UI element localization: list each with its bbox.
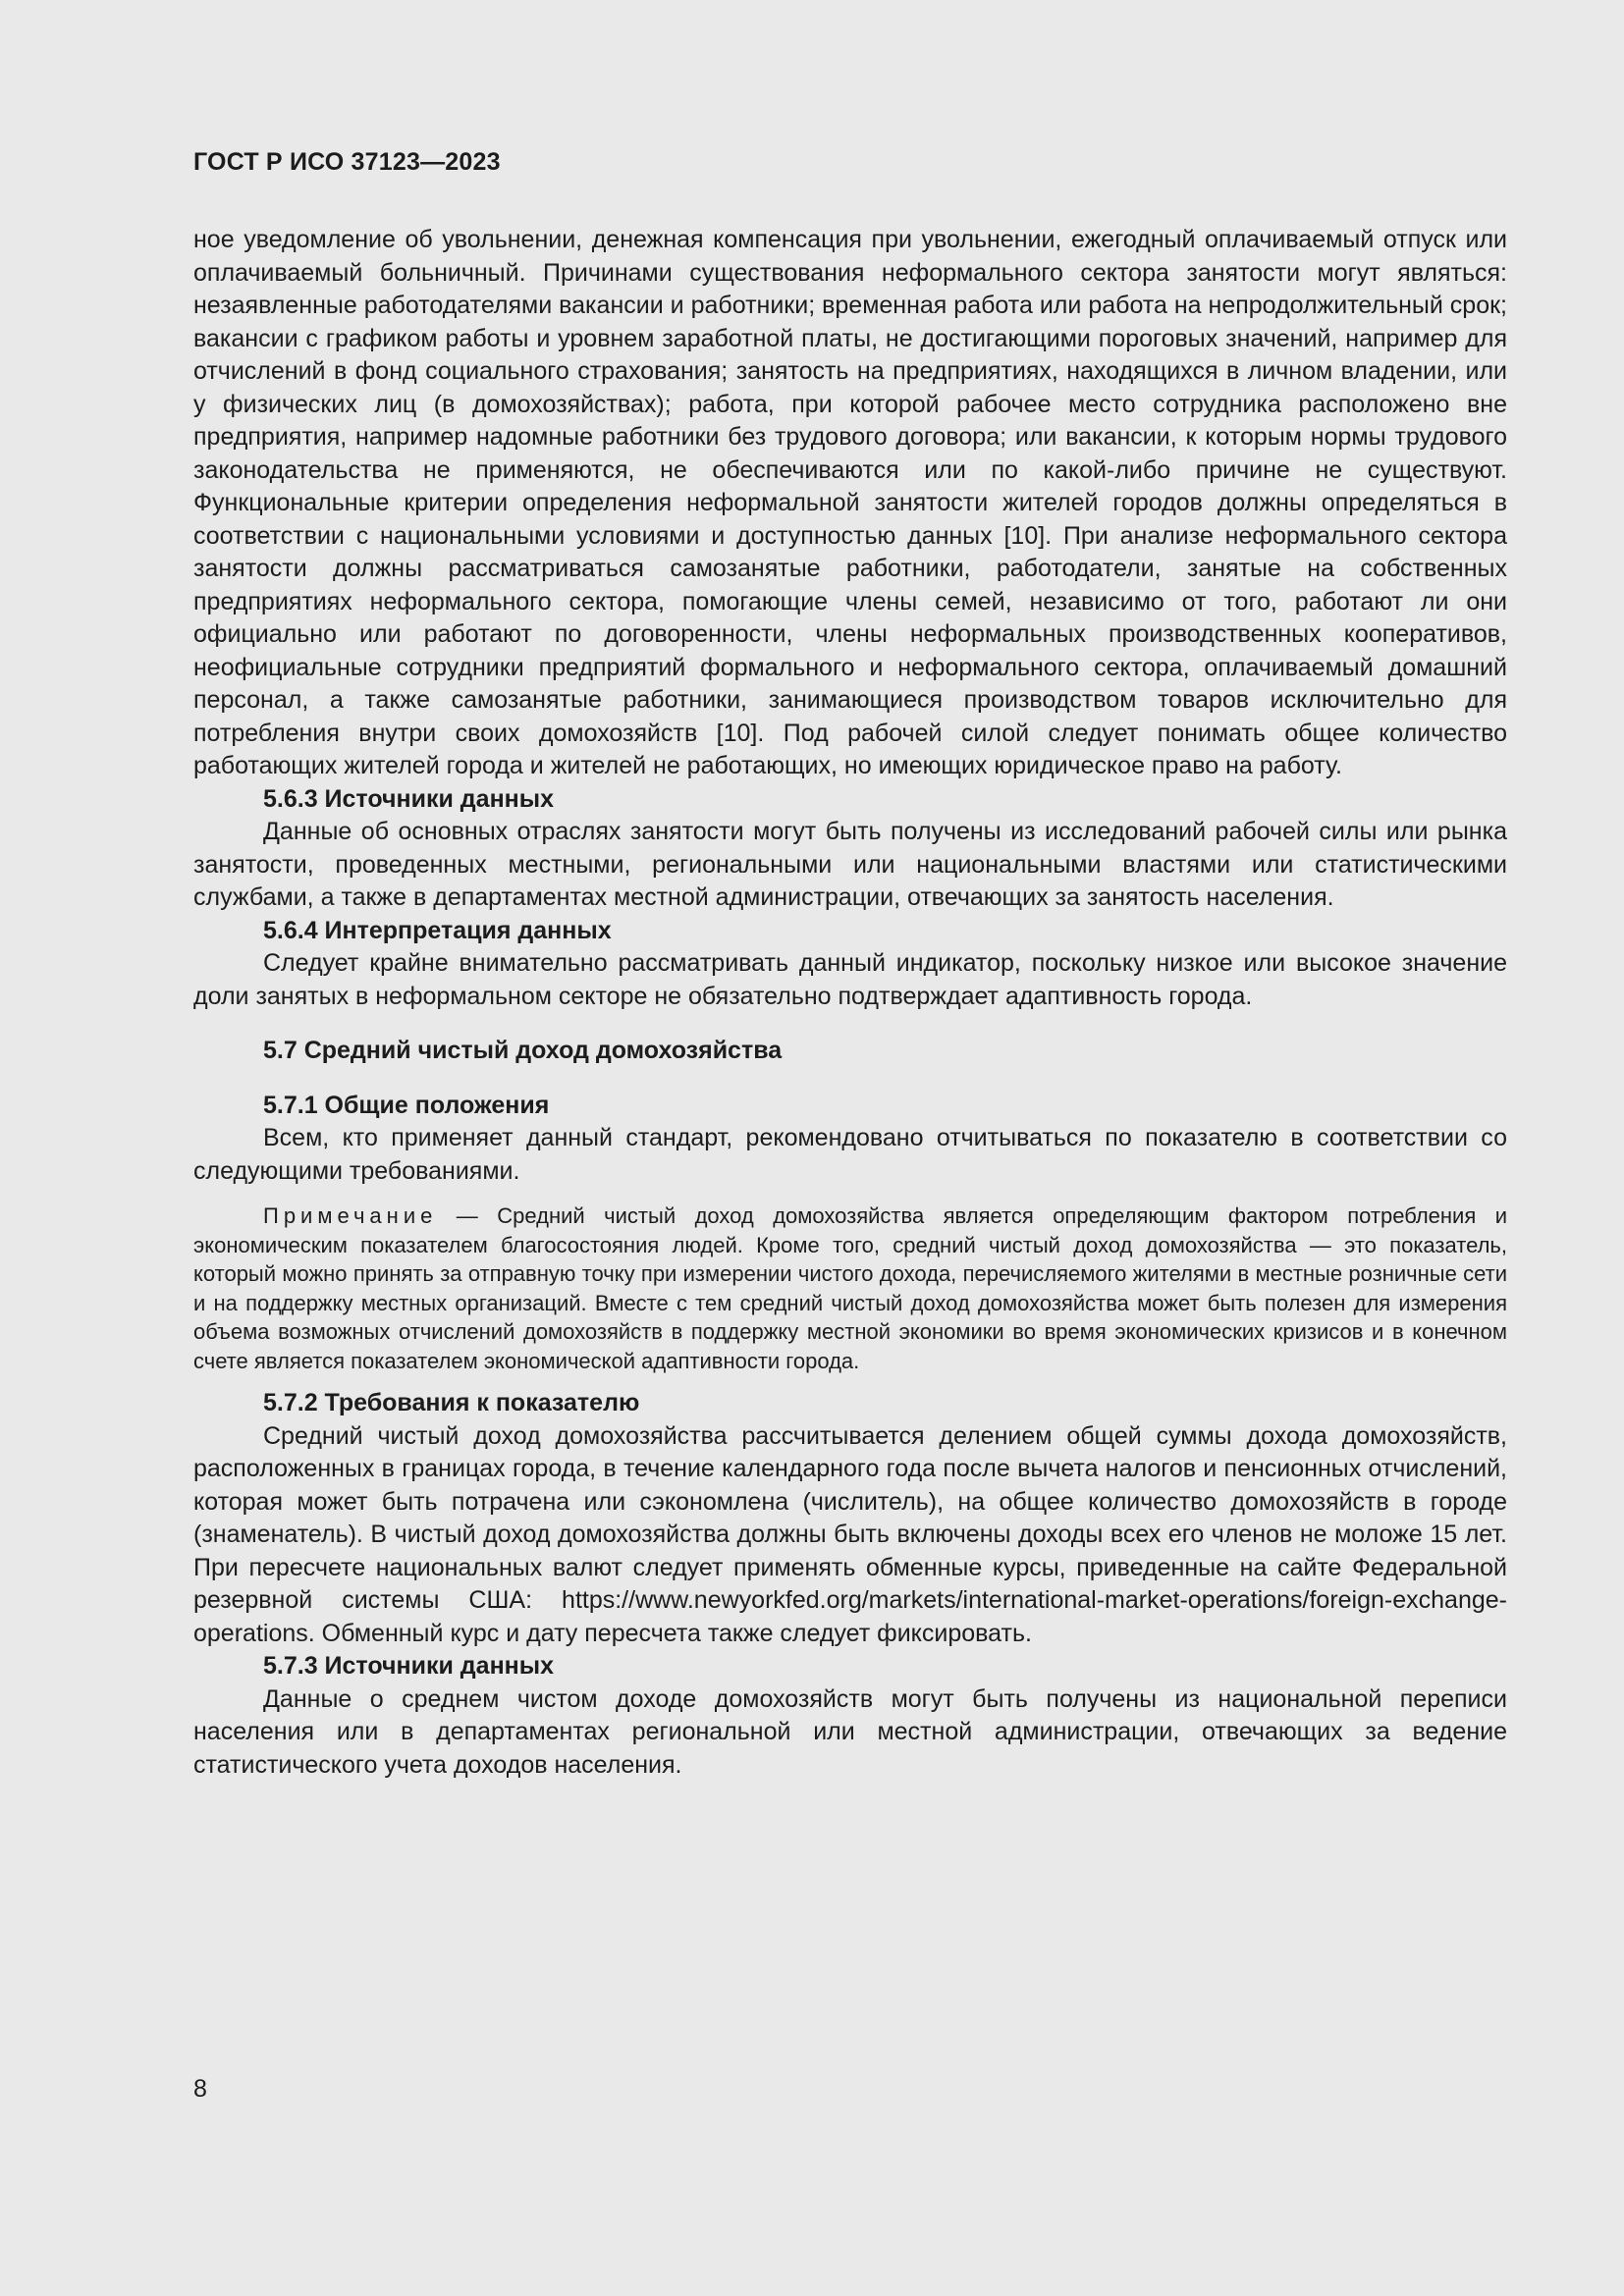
document-body [193,224,1507,1782]
section-heading-5-7-2: 5.7.2 Требования к показателю [263,1389,640,1416]
page-number: 8 [193,2075,207,2103]
section-heading-5-6-3: 5.6.3 Источники данных [263,784,555,813]
note-label: Примечание [263,1203,438,1228]
paragraph-5-6-3: Данные об основных отраслях занятости могут быть получены из исследований рабочей силы или рынка занятости, проведенных местными, региональными или национальными властями или статистическими службами, а также в департаментах местной администрации, отвечающих за занятость населения. [193,818,1507,911]
paragraph-5-7-1: Всем, кто применяет данный стандарт, рекомендовано отчитываться по показателю в соответствии со следующими требованиями. [193,1124,1507,1185]
paragraph-5-7-3: Данные о среднем чистом доходе домохозяйств могут быть получены из национальной переписи населения или в департаментах региональной или местной администрации, отвечающих за ведение статистического учета доходов населения. [193,1684,1507,1779]
note-text: — Средний чистый доход домохозяйства является определяющим фактором потребления и экономическим показателем благосостояния людей. Кроме того, средний чистый доход домохозяйства — это показатель, который можно принять за отправную точку при измерении чистого дохода, перечисляемого жителями в местные розничные сети и на поддержку местных организаций. Вместе с тем средний чистый доход домохозяйства может быть полезен для измерения объема возможных отчислений домохозяйств в поддержку местной экономики во время экономических кризисов и в конечном счете является показателем экономической адаптивности города. [193,1203,1507,1373]
paragraph-5-7-2: Средний чистый доход домохозяйства рассчитывается делением общей суммы дохода домохозяйств, расположенных в границах города, в течение календарного года после вычета налогов и пенсионных отчислений, которая может быть потрачена или сэкономлена (числитель), на общее количество домохозяйств в городе (знаменатель). В чистый доход домохозяйства должны быть включены доходы всех его членов не моложе 15 лет. При пересчете национальных валют следует применять обменные курсы, приведенные на сайте Федеральной резервной системы США: https://www.newyorkfed.org/markets/international-market-operations/foreign-exchange-operations. Обменный курс и дату пересчета также следует фиксировать. [193,1421,1507,1647]
note [193,1201,1507,1375]
section-heading-5-7-3: 5.7.3 Источники данных [263,1652,555,1680]
document-header: ГОСТ Р ИСО 37123—2023 [193,148,501,176]
paragraph-5-6-4: Следует крайне внимательно рассматривать данный индикатор, поскольку низкое или высокое значение доли занятых в неформальном секторе не обязательно подтверждает адаптивность города. [193,949,1507,1010]
section-heading-5-7-1: 5.7.1 Общие положения [263,1091,550,1119]
section-heading-5-6-4: 5.6.4 Интерпретация данных [263,916,612,944]
paragraph-continued: ное уведомление об увольнении, денежная компенсация при увольнении, ежегодный оплачиваемый отпуск или оплачиваемый больничный. Причинами существования неформального сектора занятости могут являться: незаявленные работодателями вакансии и работники; временная работа или работа на непродолжительный срок; вакансии с графиком работы и уровнем заработной платы, не достигающими пороговых значений, например для отчислений в фонд социального страхования; занятость на предприятиях, находящихся в личном владении, или у физических лиц (в домохозяйствах); работа, при которой рабочее место сотрудника расположено вне предприятия, например надомные работники без трудового договора; или вакансии, к которым нормы трудового законодательства не применяются, не обеспечиваются или по какой-либо причине не существуют. Функциональные критерии определения неформальной занятости жителей городов должны определяться в соответствии с национальными условиями и доступностью данных [10]. При анализе неформального сектора занятости должны рассматриваться самозанятые работники, работодатели, занятые на собственных предприятиях неформального сектора, помогающие члены семей, независимо от того, работают ли они официально или работают по договоренности, члены неформальных производственных кооперативов, неофициальные сотрудники предприятий формального и неформального сектора, оплачиваемый домашний персонал, а также самозанятые работники, занимающиеся производством товаров исключительно для потребления внутри своих домохозяйств [10]. Под рабочей силой следует понимать общее количество работающих жителей города и жителей не работающих, но имеющих юридическое право на работу. [193,226,1507,779]
section-heading-5-7: 5.7 Средний чистый доход домохозяйства [263,1037,783,1064]
